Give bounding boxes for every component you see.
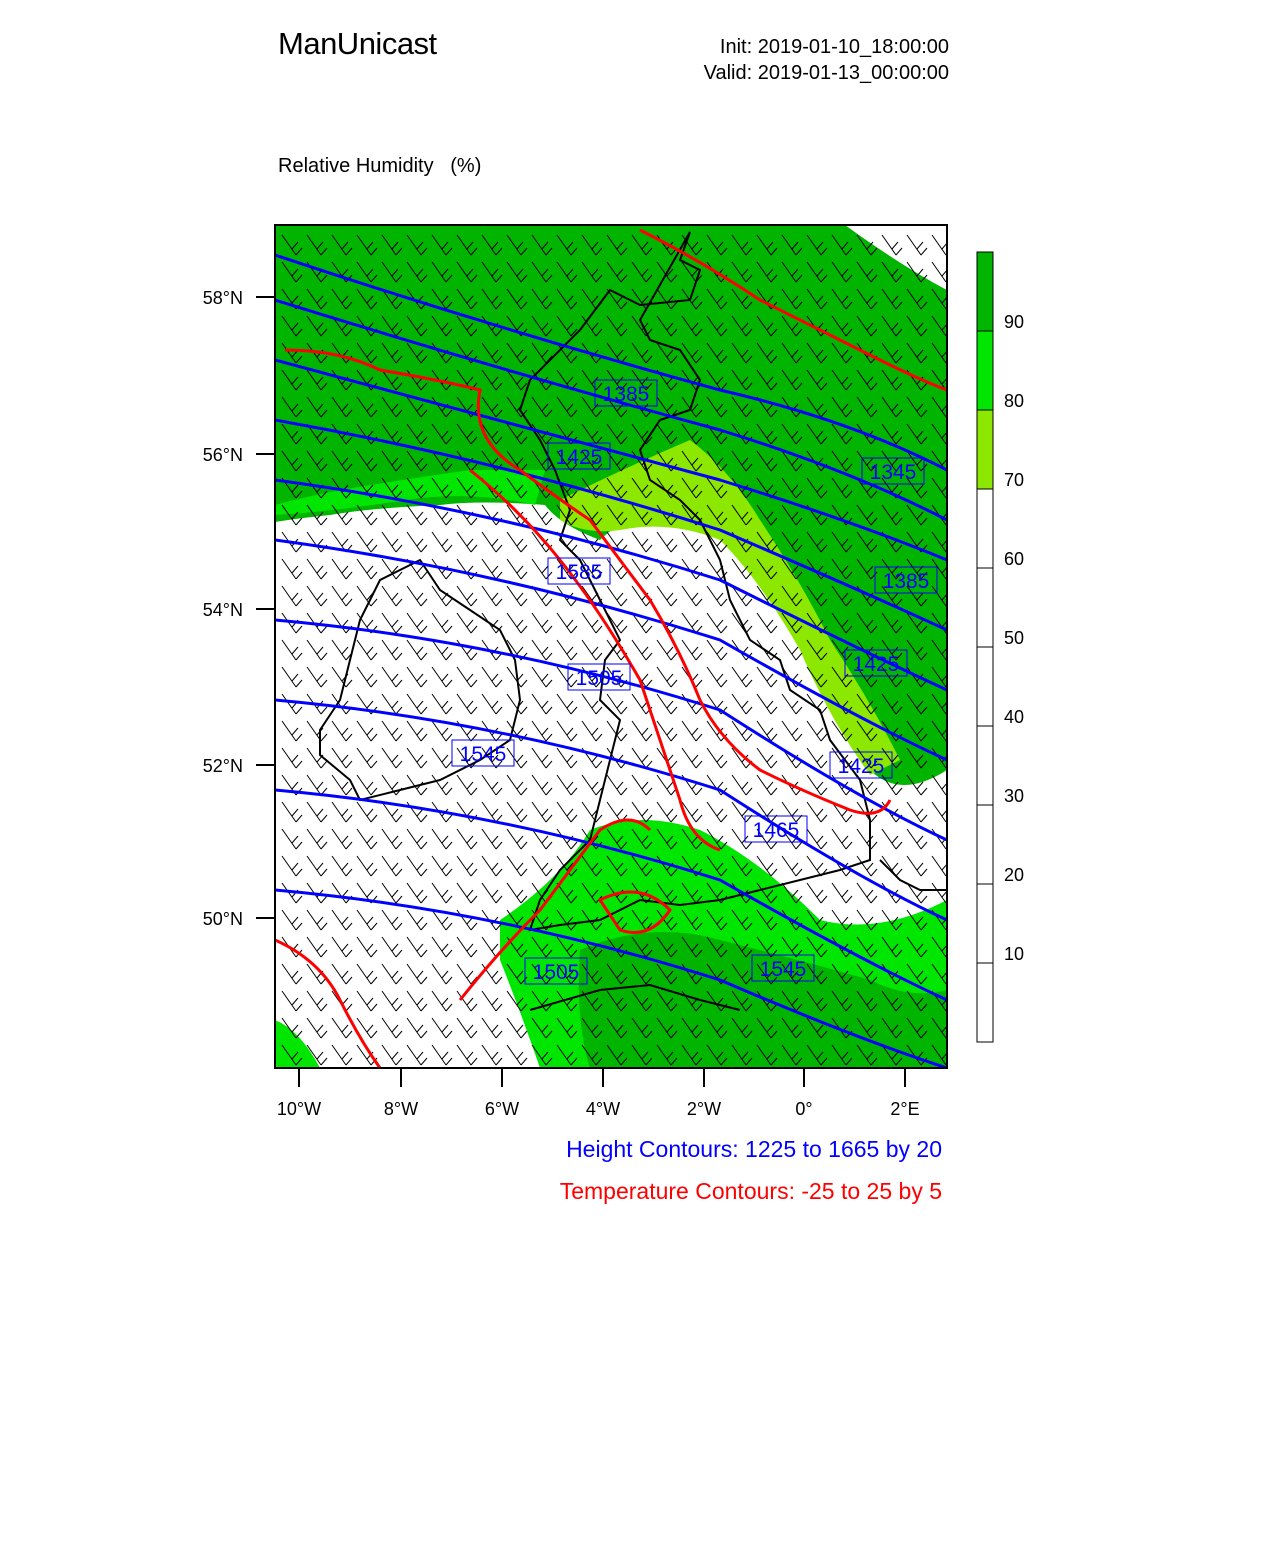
colorbar-label: 20 bbox=[1004, 865, 1025, 885]
lat-label: 58°N bbox=[202, 288, 243, 308]
colorbar-segment bbox=[977, 410, 993, 489]
contour-label bbox=[862, 458, 924, 484]
colorbar-label: 90 bbox=[1004, 312, 1025, 332]
temperature-contour-note: Temperature Contours: -25 to 25 by 5 bbox=[559, 1178, 942, 1204]
contour-label bbox=[845, 650, 907, 676]
colorbar-label: 80 bbox=[1004, 391, 1025, 411]
lat-label: 52°N bbox=[202, 756, 243, 776]
contour-label bbox=[548, 443, 610, 469]
svg-text:1385: 1385 bbox=[882, 570, 930, 593]
lat-label: 50°N bbox=[202, 909, 243, 929]
colorbar-label: 10 bbox=[1004, 944, 1025, 964]
init-time: Init: 2019-01-10_18:00:00 bbox=[719, 36, 949, 58]
contour-label bbox=[595, 380, 657, 406]
valid-time: Valid: 2019-01-13_00:00:00 bbox=[703, 62, 949, 84]
contour-label bbox=[752, 955, 814, 981]
lat-label: 54°N bbox=[202, 600, 243, 620]
variable-rh: Relative Humidity (%) bbox=[278, 155, 482, 177]
colorbar bbox=[977, 252, 1024, 1042]
contour-label bbox=[452, 740, 514, 766]
svg-text:1505: 1505 bbox=[575, 667, 623, 690]
colorbar-label: 50 bbox=[1004, 628, 1025, 648]
svg-text:1385: 1385 bbox=[602, 383, 650, 406]
contour-label bbox=[568, 664, 630, 690]
colorbar-segment bbox=[977, 647, 993, 726]
lon-label: 4°W bbox=[585, 1099, 621, 1119]
colorbar-segment bbox=[977, 331, 993, 410]
svg-text:1545: 1545 bbox=[459, 743, 507, 766]
colorbar-segment bbox=[977, 568, 993, 647]
lon-label: 2°W bbox=[686, 1099, 722, 1119]
colorbar-segment bbox=[977, 884, 993, 963]
lon-label: 2°E bbox=[890, 1099, 920, 1119]
contour-label bbox=[830, 752, 892, 778]
contour-label bbox=[548, 558, 610, 584]
colorbar-label: 30 bbox=[1004, 786, 1025, 806]
height-contour-note: Height Contours: 1225 to 1665 by 20 bbox=[566, 1136, 942, 1162]
svg-text:1465: 1465 bbox=[752, 819, 800, 842]
colorbar-segment bbox=[977, 489, 993, 568]
latitude-axis bbox=[203, 288, 275, 929]
svg-text:1425: 1425 bbox=[852, 653, 900, 676]
colorbar-segment bbox=[977, 805, 993, 884]
colorbar-segment bbox=[977, 252, 993, 331]
lon-label: 6°W bbox=[484, 1099, 520, 1119]
lon-label: 10°W bbox=[276, 1099, 322, 1119]
svg-text:1425: 1425 bbox=[837, 755, 885, 778]
colorbar-segment bbox=[977, 726, 993, 805]
colorbar-label: 70 bbox=[1004, 470, 1025, 490]
colorbar-segment bbox=[977, 963, 993, 1042]
chart-title: ManUnicast bbox=[278, 26, 437, 61]
svg-text:1505: 1505 bbox=[532, 961, 580, 984]
colorbar-label: 60 bbox=[1004, 549, 1025, 569]
contour-label bbox=[875, 567, 937, 593]
svg-text:1585: 1585 bbox=[555, 561, 603, 584]
lat-label: 56°N bbox=[202, 445, 243, 465]
colorbar-label: 40 bbox=[1004, 707, 1025, 727]
svg-text:1425: 1425 bbox=[555, 446, 603, 469]
svg-text:1545: 1545 bbox=[759, 958, 807, 981]
lon-label: 0° bbox=[795, 1099, 813, 1119]
contour-label bbox=[745, 816, 807, 842]
lon-label: 8°W bbox=[383, 1099, 419, 1119]
longitude-axis bbox=[277, 1068, 920, 1119]
contour-label bbox=[525, 958, 587, 984]
map-field bbox=[275, 225, 952, 1068]
svg-text:1345: 1345 bbox=[869, 461, 917, 484]
